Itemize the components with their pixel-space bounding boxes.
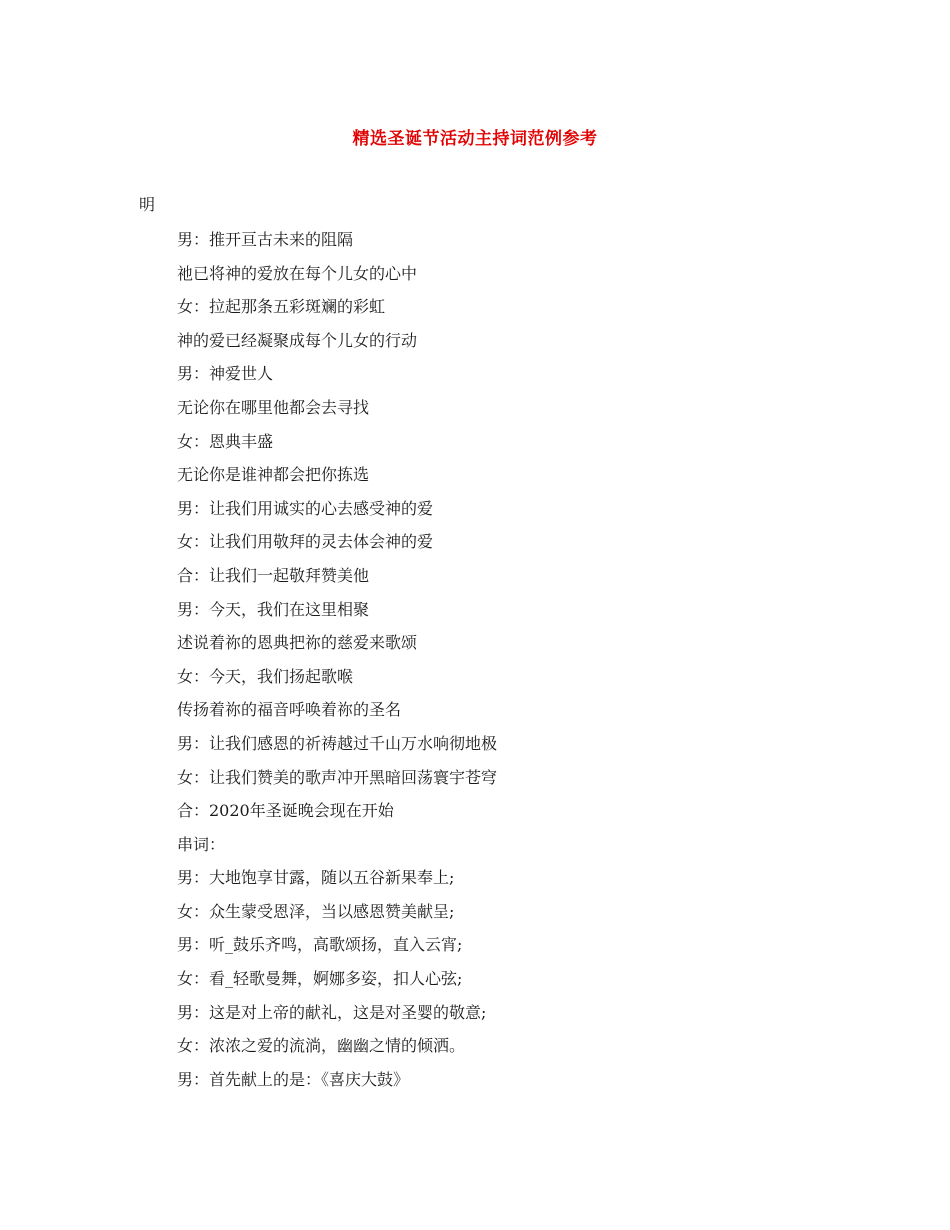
script-line: 男：这是对上帝的献礼，这是对圣婴的敬意; <box>177 1002 487 1022</box>
script-line: 神的爱已经凝聚成每个儿女的行动 <box>177 330 418 350</box>
script-line: 女：让我们赞美的歌声冲开黑暗回荡寰宇苍穹 <box>177 767 498 787</box>
script-line: 男：让我们感恩的祈祷越过千山万水响彻地极 <box>177 733 498 753</box>
script-line: 传扬着祢的福音呼唤着祢的圣名 <box>177 700 402 720</box>
script-line: 无论你在哪里他都会去寻找 <box>177 397 370 417</box>
script-line: 合：2020年圣诞晚会现在开始 <box>177 801 394 821</box>
script-line: 女：众生蒙受恩泽，当以感恩赞美献呈; <box>177 901 455 921</box>
script-line: 女：让我们用敬拜的灵去体会神的爱 <box>177 532 434 552</box>
script-line: 男：让我们用诚实的心去感受神的爱 <box>177 498 434 518</box>
script-line: 男：首先献上的是：《喜庆大鼓》 <box>177 1069 410 1089</box>
script-line: 男：神爱世人 <box>177 364 274 384</box>
script-line: 祂已将神的爱放在每个儿女的心中 <box>177 263 418 283</box>
script-line: 串词： <box>177 834 226 854</box>
script-line: 男：听_鼓乐齐鸣，高歌颂扬，直入云宵; <box>177 935 463 955</box>
script-line: 无论你是谁神都会把你拣选 <box>177 465 370 485</box>
lead-text: 明 <box>139 195 156 214</box>
script-line: 女：浓浓之爱的流淌，幽幽之情的倾洒。 <box>177 1036 466 1056</box>
script-line: 女：恩典丰盛 <box>177 431 274 451</box>
script-line: 男：今天，我们在这里相聚 <box>177 599 370 619</box>
script-line: 男：推开亘古未来的阻隔 <box>177 230 354 249</box>
script-line: 女：拉起那条五彩斑斓的彩虹 <box>177 297 386 317</box>
script-line: 女：今天，我们扬起歌喉 <box>177 666 354 686</box>
script-lines <box>177 226 497 1099</box>
script-line: 合：让我们一起敬拜赞美他 <box>177 565 370 585</box>
script-line: 女：看_轻歌曼舞，婀娜多姿，扣人心弦; <box>177 969 463 989</box>
script-line: 男：大地饱享甘露，随以五谷新果奉上; <box>177 868 455 888</box>
script-line: 述说着祢的恩典把祢的慈爱来歌颂 <box>177 633 418 653</box>
document-title: 精选圣诞节活动主持词范例参考 <box>352 129 598 149</box>
